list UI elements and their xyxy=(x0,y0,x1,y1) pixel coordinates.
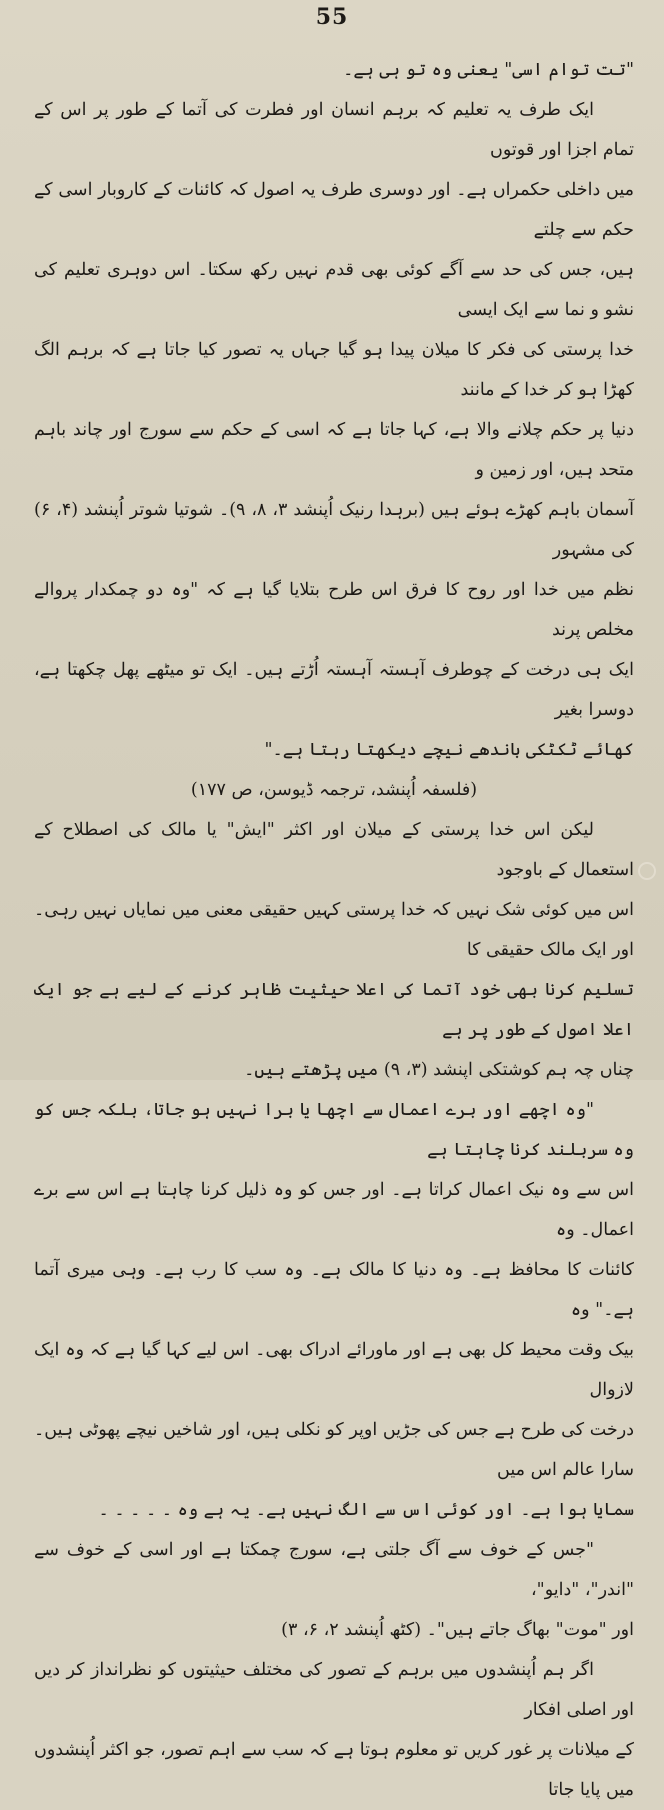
text-line: بیک وقت محیط کل بھی ہے اور ماورائے ادراک بھی۔ اس لیے کہا گیا ہے کہ وہ ایک لازوال xyxy=(34,1340,634,1400)
text-line: اس میں کوئی شک نہیں کہ خدا پرستی کہیں حقیقی معنی میں نمایاں نہیں رہی۔ اور ایک مالک حقیقی کا xyxy=(34,900,634,960)
quote-line: اور "موت" بھاگ جاتے ہیں"۔ (کٹھ اُپنشد ۲، ۶، ۳) xyxy=(281,1620,634,1640)
text-line: اگر ہم اُپنشدوں میں برہم کے تصور کی مختلف حیثیتوں کو نظرانداز کر دیں اور اصلی افکار xyxy=(34,1660,634,1720)
quote-line: اس سے وہ نیک اعمال کراتا ہے۔ اور جس کو وہ ذلیل کرنا چاہتا ہے اس سے برے اعمال۔ وہ xyxy=(34,1180,634,1240)
text-line: درخت کی طرح ہے جس کی جڑیں اوپر کو نکلی ہیں، اور شاخیں نیچے پھوٹی ہیں۔ سارا عالم اس میں xyxy=(34,1420,634,1480)
text-line: خدا پرستی کی فکر کا میلان پیدا ہو گیا جہاں یہ تصور کیا جاتا ہے کہ برہم الگ کھڑا ہو کر خدا کے مانند xyxy=(34,340,634,400)
text-line: لیکن اس خدا پرستی کے میلان اور اکثر "ایش" یا مالک کی اصطلاح کے استعمال کے باوجود xyxy=(34,820,634,880)
quote-line: "جس کے خوف سے آگ جلتی ہے، سورج چمکتا ہے اور اسی کے خوف سے "اندر"، "دایو"، xyxy=(34,1540,634,1600)
text-line: آسمان باہم کھڑے ہوئے ہیں (برہدا رنیک اُپنشد ۳، ۸، ۹)۔ شوتیا شوتر اُپنشد (۴، ۶) کی مشہور xyxy=(34,500,635,560)
text-line: ایک طرف یہ تعلیم کہ برہم انسان اور فطرت کی آتما کے طور پر اس کے تمام اجزا اور قوتوں xyxy=(34,100,634,160)
text-line: ایک ہی درخت کے چوطرف آہستہ آہستہ اُڑتے ہیں۔ ایک تو میٹھے پھل چکھتا ہے، دوسرا بغیر xyxy=(34,660,634,720)
paper-mark xyxy=(638,862,656,880)
text-line: ہیں، جس کی حد سے آگے کوئی بھی قدم نہیں رکھ سکتا۔ اس دوہری تعلیم کی نشو و نما سے ایک ایسی xyxy=(34,260,634,320)
quote-line: کائنات کا محافظ ہے۔ وہ دنیا کا مالک ہے۔ وہ سب کا رب ہے۔ وہی میری آتما ہے۔" وہ xyxy=(34,1260,634,1320)
text-line: چناں چہ ہم کوشتکی اپنشد (۳، ۹) میں پڑھتے ہیں۔ xyxy=(244,1060,634,1080)
text-line: دنیا پر حکم چلانے والا ہے، کہا جاتا ہے کہ اسی کے حکم سے سورج اور چاند باہم متحد ہیں، اور زمین و xyxy=(34,420,634,480)
quote-line: "وہ اچھے اور برے اعمال سے اچھا یا برا نہیں ہو جاتا، بلکہ جس کو وہ سربلند کرنا چاہتا ہے xyxy=(34,1100,634,1160)
citation-line: (فلسفہ اُپنشد، ترجمہ ڈیوسن، ص ۱۷۷) xyxy=(190,780,478,800)
text-line: "تت توام اسی" یعنی وہ تو ہی ہے۔ xyxy=(343,60,634,80)
text-line: کے میلانات پر غور کریں تو معلوم ہوتا ہے کہ سب سے اہم تصور، جو اکثر اُپنشدوں میں پایا جاتا xyxy=(34,1740,634,1800)
page-body-text xyxy=(34,50,634,1810)
text-line: نظم میں خدا اور روح کا فرق اس طرح بتلایا گیا ہے کہ "وہ دو چمکدار پروالے مخلص پرند xyxy=(34,580,634,640)
page-number: 55 xyxy=(315,4,349,30)
text-line: کھائے ٹکٹکی باندھے نیچے دیکھتا رہتا ہے۔" xyxy=(264,740,634,760)
text-line: سمایا ہوا ہے۔ اور کوئی اس سے الگ نہیں ہے۔ یہ ہے وہ ۔ ۔ ۔ ۔ ۔ xyxy=(98,1500,634,1520)
text-line: تسلیم کرنا بھی خود آتما کی اعلا حیثیت ظاہر کرنے کے لیے ہے جو ایک اعلا اصول کے طور پر ہے xyxy=(34,980,634,1040)
text-line: میں داخلی حکمراں ہے۔ اور دوسری طرف یہ اصول کہ کائنات کے کاروبار اسی کے حکم سے چلتے xyxy=(34,180,634,240)
